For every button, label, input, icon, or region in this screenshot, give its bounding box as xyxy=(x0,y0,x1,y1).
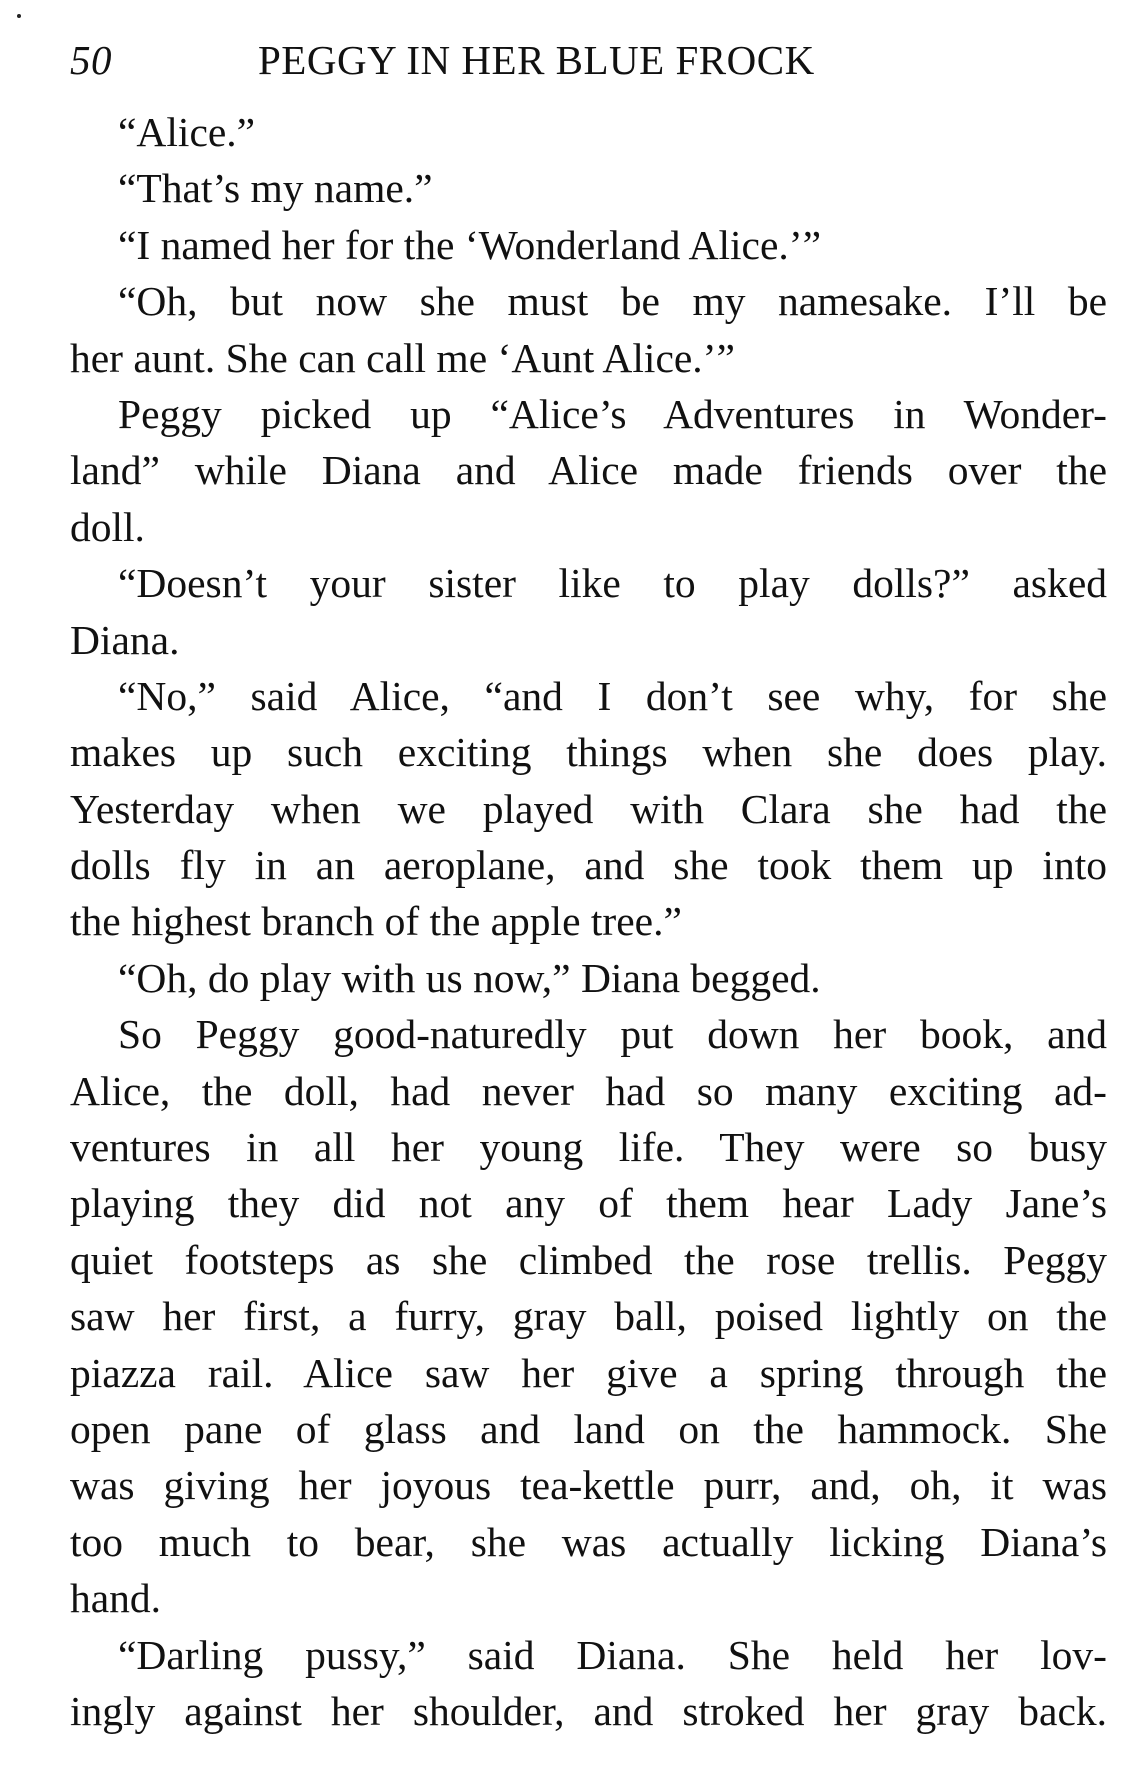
text-line: hand. xyxy=(70,1575,162,1622)
page-number: 50 xyxy=(70,37,112,83)
text-line: “Oh, do play with us now,” Diana begged. xyxy=(118,954,821,1001)
text-line: saw her first, a furry, gray ball, poised lightly on the xyxy=(70,1293,1107,1340)
text-line: makes up such exciting things when she does play. xyxy=(70,729,1107,776)
text-line: So Peggy good-naturedly put down her book, and xyxy=(118,1011,1107,1058)
text-line: “Darling pussy,” said Diana. She held her lov- xyxy=(118,1631,1107,1678)
text-line: “I named her for the ‘Wonderland Alice.’” xyxy=(118,221,821,268)
text-line: Diana. xyxy=(70,616,180,663)
text-line: playing they did not any of them hear Lady Jane’s xyxy=(70,1180,1107,1227)
text-line: “Oh, but now she must be my namesake. I’ll be xyxy=(118,278,1107,325)
text-line: piazza rail. Alice saw her give a spring through the xyxy=(70,1349,1107,1396)
text-line: Yesterday when we played with Clara she had the xyxy=(70,785,1107,832)
text-line: dolls fly in an aeroplane, and she took them up into xyxy=(70,842,1107,889)
text-line: “Alice.” xyxy=(118,109,256,155)
print-speck xyxy=(17,14,21,18)
page-header xyxy=(70,30,1070,90)
text-line: Peggy picked up “Alice’s Adventures in Wonder- xyxy=(118,390,1107,437)
text-line: was giving her joyous tea-kettle purr, and, oh, it was xyxy=(70,1462,1107,1509)
text-line: Alice, the doll, had never had so many exciting ad- xyxy=(70,1067,1107,1114)
text-line: ingly against her shoulder, and stroked her gray back. xyxy=(70,1687,1107,1734)
body-text xyxy=(70,104,1107,1739)
text-line: too much to bear, she was actually licking Diana’s xyxy=(70,1518,1107,1565)
running-title: PEGGY IN HER BLUE FROCK xyxy=(258,37,815,83)
text-line: her aunt. She can call me ‘Aunt Alice.’” xyxy=(70,334,735,381)
text-line: land” while Diana and Alice made friends over the xyxy=(70,447,1107,494)
text-line: ventures in all her young life. They were so busy xyxy=(70,1124,1107,1171)
text-line: quiet footsteps as she climbed the rose trellis. Peggy xyxy=(70,1236,1107,1283)
text-line: “That’s my name.” xyxy=(118,165,433,212)
text-line: the highest branch of the apple tree.” xyxy=(70,898,682,945)
text-line: open pane of glass and land on the hammock. She xyxy=(70,1405,1107,1452)
text-line: “Doesn’t your sister like to play dolls?” asked xyxy=(118,560,1107,607)
text-line: doll. xyxy=(70,503,145,550)
text-line: “No,” said Alice, “and I don’t see why, for she xyxy=(118,672,1107,719)
